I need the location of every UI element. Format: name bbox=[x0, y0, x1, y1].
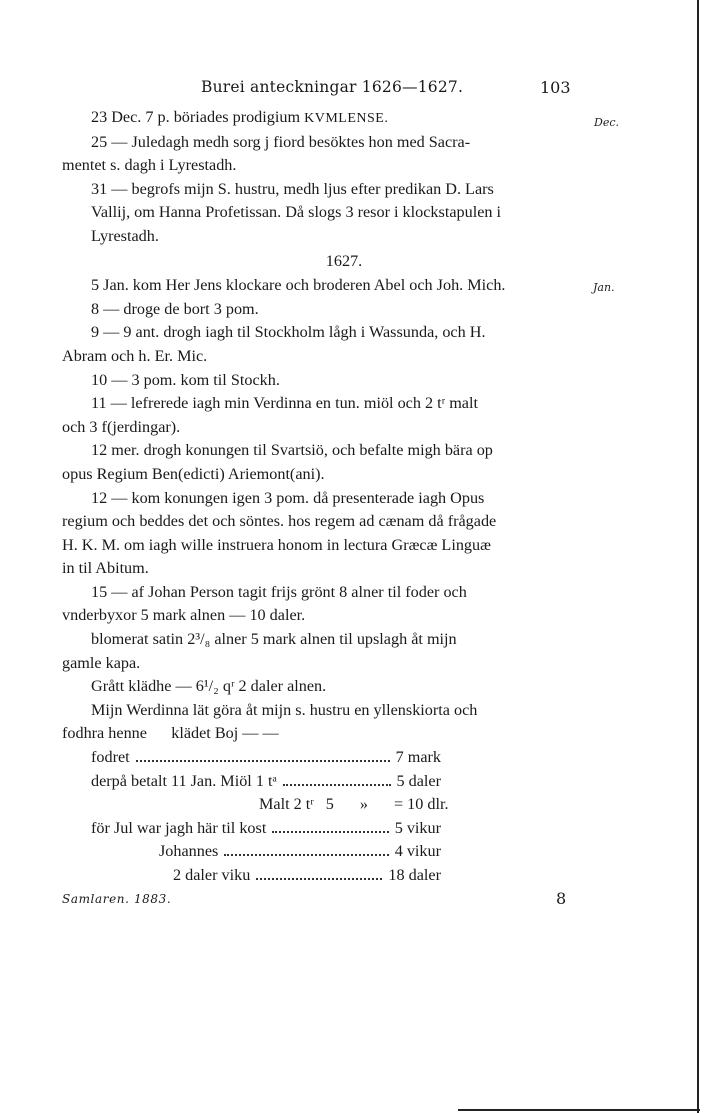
entry-line: 15 — af Johan Person tagit frijs grönt 8 alner til foder och bbox=[91, 582, 467, 601]
account-row bbox=[91, 817, 441, 841]
page-number: 103 bbox=[540, 78, 571, 97]
account-value: 4 vikur bbox=[394, 842, 441, 861]
entry-9-jan bbox=[62, 321, 586, 368]
leader-dots bbox=[224, 854, 388, 856]
entry-line: 12 mer. drogh konungen til Svartsiö, och befalte migh bära op bbox=[91, 441, 493, 460]
margin-note-dec: Dec. bbox=[594, 116, 619, 129]
account-label: fodret bbox=[91, 748, 130, 767]
entry-line: 11 — lefrerede iagh min Verdinna en tun. miöl och 2 tʳ malt bbox=[91, 394, 478, 413]
page-frame-right bbox=[697, 0, 699, 1113]
entry-line: 12 — kom konungen igen 3 pom. då presenterade iagh Opus bbox=[91, 488, 485, 507]
account-label: för Jul war jagh här til kost bbox=[91, 818, 267, 837]
entry-11-jan bbox=[62, 392, 586, 439]
account-value: 5 daler bbox=[396, 771, 441, 790]
entry-line: och 3 f(jerdingar). bbox=[62, 417, 181, 436]
footer-signature: 8 bbox=[556, 889, 567, 908]
entry-line: 8 — droge de bort 3 pom. bbox=[91, 299, 259, 318]
account-row bbox=[91, 770, 441, 794]
entry-satin bbox=[62, 628, 586, 675]
entry-5-jan bbox=[62, 274, 586, 298]
account-value: 7 mark bbox=[395, 748, 441, 767]
entry-smallcaps: KVMLENSE. bbox=[304, 111, 389, 126]
entry-line: gamle kapa. bbox=[62, 653, 141, 672]
entry-line: 25 — Juledagh medh sorg j fiord besöktes hon med Sacra- bbox=[91, 132, 471, 151]
account-label: Malt 2 tʳ bbox=[259, 795, 314, 814]
entry-15-jan bbox=[62, 581, 586, 628]
entry-line: Mijn Werdinna lät göra åt mijn s. hustru en yllenskiorta och bbox=[91, 700, 478, 719]
entry-line: regium och beddes det och söntes. hos regem ad cænam då frågade bbox=[62, 512, 497, 531]
entry-line: 31 — begrofs mijn S. hustru, medh ljus efter predikan D. Lars bbox=[91, 179, 494, 198]
account-label: Johannes bbox=[159, 842, 219, 861]
entry-line: blomerat satin 2³/₈ alner 5 mark alnen til upslagh åt mijn bbox=[91, 630, 457, 649]
entry-line: Grått klädhe — 6¹/₂ qʳ 2 daler alnen. bbox=[91, 677, 327, 696]
entry-line: vnderbyxor 5 mark alnen — 10 daler. bbox=[62, 606, 306, 625]
leader-dots bbox=[256, 878, 382, 880]
year-heading: 1627. bbox=[325, 251, 363, 270]
entry-12-jan-b bbox=[62, 487, 586, 581]
leader-dots bbox=[136, 760, 390, 762]
entry-8-jan bbox=[62, 298, 586, 322]
entry-line: H. K. M. om iagh wille instruera honom in lectura Græcæ Linguæ bbox=[62, 535, 491, 554]
entry-31-dec bbox=[62, 178, 586, 249]
page-frame-bottom bbox=[458, 1109, 700, 1111]
ditto-mark: » bbox=[359, 795, 368, 814]
entry-klade bbox=[62, 675, 586, 699]
page-body bbox=[62, 106, 586, 888]
entry-line: in til Abitum. bbox=[62, 559, 149, 578]
entry-line: 9 — 9 ant. drogh iagh til Stockholm lågh i Wassunda, och H. bbox=[91, 323, 486, 342]
leader-dots bbox=[272, 831, 388, 833]
account-value: 5 bbox=[325, 795, 334, 814]
entry-line: Lyrestadh. bbox=[91, 226, 159, 245]
account-value: 18 daler bbox=[388, 866, 441, 884]
account-label: 2 daler viku bbox=[173, 866, 251, 884]
entry-10-jan bbox=[62, 369, 586, 393]
entry-line: fodhra henne klädet Boj — — bbox=[62, 724, 279, 743]
account-row bbox=[91, 793, 449, 817]
account-row bbox=[91, 864, 441, 888]
entry-werdinna bbox=[62, 699, 586, 746]
entry-12-jan-a bbox=[62, 439, 586, 486]
account-total: = 10 dlr. bbox=[393, 795, 449, 814]
footer-journal: Samlaren. 1883. bbox=[62, 892, 172, 906]
entry-line: mentet s. dagh i Lyrestadh. bbox=[62, 156, 237, 175]
entry-line: 5 Jan. kom Her Jens klockare och broderen Abel och Joh. Mich. bbox=[91, 276, 506, 295]
entry-23-dec bbox=[62, 106, 586, 131]
account-table bbox=[62, 746, 449, 888]
account-row bbox=[91, 746, 441, 770]
entry-line: 10 — 3 pom. kom til Stockh. bbox=[91, 370, 280, 389]
entry-25-dec bbox=[62, 131, 586, 178]
account-label: derpå betalt 11 Jan. Miöl 1 tᵃ bbox=[91, 771, 277, 790]
running-head: Burei anteckningar 1626—1627. bbox=[201, 78, 464, 96]
entry-line: Vallij, om Hanna Profetissan. Då slogs 3 resor i klockstapulen i bbox=[91, 203, 502, 222]
entry-text: 23 Dec. 7 p. böriades prodigium bbox=[91, 108, 305, 126]
account-row bbox=[91, 840, 441, 864]
entry-line: Abram och h. Er. Mic. bbox=[62, 346, 208, 365]
leader-dots bbox=[283, 784, 391, 786]
margin-note-jan: Jan. bbox=[593, 281, 615, 294]
entry-line: opus Regium Ben(edicti) Ariemont(ani). bbox=[62, 464, 325, 483]
account-value: 5 vikur bbox=[394, 818, 441, 837]
